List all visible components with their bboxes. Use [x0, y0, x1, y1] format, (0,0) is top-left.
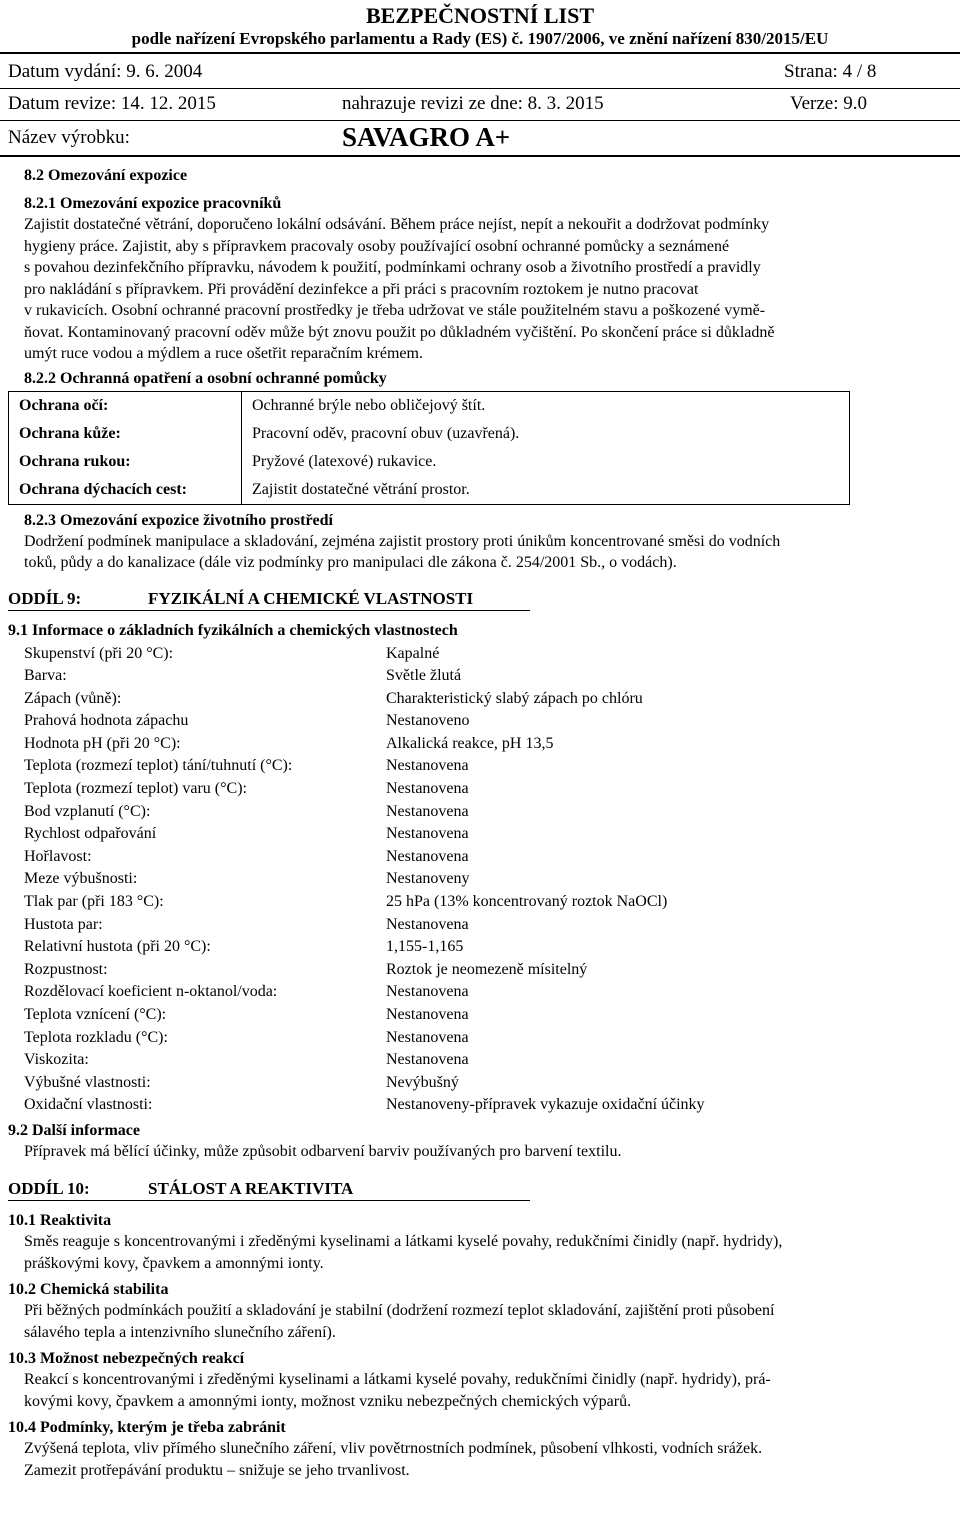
property-label: Meze výbušnosti:: [24, 870, 138, 888]
properties-list: [24, 643, 952, 1117]
version: Verze: 9.0: [790, 93, 868, 114]
section-8-2-heading: 8.2 Omezování expozice: [24, 167, 188, 184]
document-subtitle: podle nařízení Evropského parlamentu a Rady (ES) č. 1907/2006, ve znění nařízení 830/2015/EU: [131, 29, 829, 48]
section-8-2-1-heading: 8.2.1 Omezování expozice pracovníků: [24, 195, 282, 212]
property-value: Nestanovena: [386, 847, 469, 865]
property-value: Nestanoveny-přípravek vykazuje oxidační účinky: [386, 1096, 705, 1114]
document-body: [8, 166, 952, 1481]
table-row: [9, 391, 850, 420]
property-value: Nevýbušný: [386, 1073, 459, 1091]
section-8-2-3-text: [24, 531, 952, 574]
list-item: [24, 1072, 952, 1095]
list-item: [24, 868, 952, 891]
ppe-label: Ochrana kůže:: [9, 420, 242, 448]
property-label: Zápach (vůně):: [24, 689, 122, 707]
list-item: [24, 755, 952, 778]
section-10-3-heading: 10.3 Možnost nebezpečných reakcí: [8, 1350, 245, 1368]
property-label: Rozpustnost:: [24, 960, 108, 978]
table-row: [9, 476, 850, 505]
property-label: Barva:: [24, 667, 67, 685]
text-line: Zamezit protřepávání produktu – snižuje se jeho trvanlivost.: [24, 1461, 410, 1479]
section-10-3-text: [24, 1369, 952, 1412]
text-line: toků, půdy a do kanalizace (dále viz podmínky pro manipulaci dle zákona č. 254/2001 Sb., o vodách).: [24, 554, 677, 571]
text-line: sálavého tepla a intenzivního slunečního záření).: [24, 1323, 336, 1341]
section-number: ODDÍL 10:: [8, 1179, 90, 1199]
property-value: Světle žlutá: [386, 667, 462, 685]
section-8-2-1-text: [24, 214, 952, 365]
issue-date: Datum vydání: 9. 6. 2004: [8, 61, 203, 82]
list-item: [24, 823, 952, 846]
property-label: Hodnota pH (při 20 °C):: [24, 734, 181, 752]
table-row: [9, 448, 850, 476]
section-8-2-2-heading: 8.2.2 Ochranná opatření a osobní ochranné pomůcky: [24, 369, 387, 387]
list-item: [24, 733, 952, 756]
section-10-2-text: [24, 1300, 952, 1343]
header-divider: [0, 120, 960, 121]
list-item: [24, 936, 952, 959]
document-title: BEZPEČNOSTNÍ LIST: [365, 3, 595, 28]
property-label: Teplota (rozmezí teplot) varu (°C):: [24, 780, 247, 798]
property-label: Relativní hustota (při 20 °C):: [24, 938, 211, 956]
property-label: Bod vzplanutí (°C):: [24, 802, 151, 820]
list-item: [24, 914, 952, 937]
property-value: Nestanovena: [386, 1028, 469, 1046]
section-9-title: [8, 588, 530, 611]
property-value: Alkalická reakce, pH 13,5: [386, 734, 554, 752]
list-item: [24, 959, 952, 982]
section-10-1-heading: 10.1 Reaktivita: [8, 1212, 112, 1230]
list-item: [24, 1049, 952, 1072]
section-8-2-3-heading: 8.2.3 Omezování expozice životního prostředí: [24, 511, 333, 529]
list-item: [24, 981, 952, 1004]
text-line: Zajistit dostatečné větrání, doporučeno lokální odsávání. Během práce nejíst, nepít a nekouřit a dodržovat podmínky: [24, 216, 770, 233]
property-label: Hustota par:: [24, 915, 103, 933]
text-line: kovými kovy, čpavkem a amonnými ionty, možnost vzniku nebezpečných chemických výparů.: [24, 1392, 632, 1410]
property-value: Roztok je neomezeně mísitelný: [386, 960, 588, 978]
section-9-2-text: Přípravek má bělící účinky, může způsobit odbarvení barviv používaných pro barvení textilu.: [24, 1142, 622, 1160]
section-title: FYZIKÁLNÍ A CHEMICKÉ VLASTNOSTI: [148, 588, 474, 608]
list-item: [24, 643, 952, 666]
property-label: Tlak par (při 183 °C):: [24, 893, 164, 911]
property-value: Nestanovena: [386, 1051, 469, 1069]
section-10-4-text: [24, 1438, 952, 1481]
text-line: Při běžných podmínkách použití a skladování je stabilní (dodržení rozmezí teplot skladování, zajištění proti působení: [24, 1302, 775, 1320]
ppe-label: Ochrana očí:: [9, 391, 242, 420]
header-row-revision: [0, 92, 960, 116]
section-title: STÁLOST A REAKTIVITA: [148, 1179, 354, 1199]
header-divider: [0, 52, 960, 54]
property-value: Nestanovena: [386, 757, 469, 775]
page-number: Strana: 4 / 8: [784, 61, 877, 82]
property-value: Nestanovena: [386, 825, 469, 843]
property-value: 1,155-1,165: [386, 938, 464, 956]
header-row-issue: [0, 60, 960, 84]
text-line: práškovými kovy, čpavkem a amonnými ionty.: [24, 1254, 324, 1272]
replaces-revision: nahrazuje revizi ze dne: 8. 3. 2015: [342, 93, 604, 114]
text-line: pro nakládání s přípravkem. Při provádění dezinfekce a při práci s pracovním roztokem je nutno pracovat: [24, 280, 699, 298]
property-label: Skupenství (při 20 °C):: [24, 644, 174, 662]
property-value: Nestanoveno: [386, 712, 470, 730]
header-divider: [0, 88, 960, 89]
product-label: Název výrobku:: [8, 127, 130, 148]
ppe-label: Ochrana dýchacích cest:: [9, 476, 242, 505]
property-label: Rozdělovací koeficient n-oktanol/voda:: [24, 983, 278, 1001]
property-value: Nestanovena: [386, 802, 469, 820]
property-label: Viskozita:: [24, 1051, 89, 1069]
list-item: [24, 1027, 952, 1050]
property-value: Nestanovena: [386, 983, 469, 1001]
list-item: [24, 891, 952, 914]
list-item: [24, 778, 952, 801]
property-value: Nestanovena: [386, 915, 469, 933]
ppe-value: Zajistit dostatečné větrání prostor.: [242, 476, 850, 505]
product-name: SAVAGRO A+: [342, 122, 511, 152]
property-value: Nestanovena: [386, 780, 469, 798]
document-header: [0, 0, 960, 157]
ppe-table: [8, 391, 850, 505]
property-label: Hořlavost:: [24, 847, 92, 865]
text-line: Směs reaguje s koncentrovanými i zředěnými kyselinami a látkami kyselé povahy, redukčními činidly (např. hydridy),: [24, 1233, 783, 1251]
property-value: 25 hPa (13% koncentrovaný roztok NaOCl): [386, 893, 668, 911]
text-line: Reakcí s koncentrovanými i zředěnými kyselinami a látkami kyselé povahy, redukčními činidly (např. hydridy), prá-: [24, 1371, 771, 1389]
ppe-value: Pryžové (latexové) rukavice.: [242, 448, 850, 476]
section-10-2-heading: 10.2 Chemická stabilita: [8, 1281, 169, 1299]
section-10-1-text: [24, 1231, 952, 1274]
ppe-value: Pracovní oděv, pracovní obuv (uzavřená).: [242, 420, 850, 448]
section-10-4-heading: 10.4 Podmínky, kterým je třeba zabránit: [8, 1419, 286, 1437]
property-label: Teplota vznícení (°C):: [24, 1006, 167, 1023]
list-item: [24, 710, 952, 733]
list-item: [24, 665, 952, 688]
property-label: Rychlost odpařování: [24, 825, 157, 843]
list-item: [24, 688, 952, 711]
header-divider: [0, 155, 960, 157]
list-item: [24, 1094, 952, 1117]
list-item: [24, 801, 952, 824]
text-line: ňovat. Kontaminovaný pracovní oděv může být znovu použit po důkladném vyčištění. Po skončení práce si důkladně: [24, 323, 775, 341]
property-label: Teplota rozkladu (°C):: [24, 1028, 168, 1046]
text-line: umýt ruce vodou a mýdlem a ruce ošetřit reparačním krémem.: [24, 345, 423, 362]
list-item: [24, 1004, 952, 1027]
property-label: Oxidační vlastnosti:: [24, 1096, 153, 1114]
section-9-2-heading: 9.2 Další informace: [8, 1121, 140, 1139]
property-label: Prahová hodnota zápachu: [24, 712, 189, 730]
section-10-title: [8, 1178, 530, 1201]
list-item: [24, 846, 952, 869]
text-line: s povahou dezinfekčního přípravku, návodem k použití, podmínkami ochrany osob a životního prostředí a pravidly: [24, 259, 761, 276]
text-line: hygieny práce. Zajistit, aby s přípravkem pracovaly osoby používající osobní ochranné pomůcky a seznámené: [24, 237, 730, 255]
section-number: ODDÍL 9:: [8, 588, 82, 608]
property-label: Teplota (rozmezí teplot) tání/tuhnutí (°C):: [24, 757, 293, 775]
text-line: Dodržení podmínek manipulace a skladování, zejména zajistit prostory proti únikům koncentrované směsi do vodních: [24, 532, 781, 550]
property-value: Nestanovena: [386, 1006, 469, 1023]
text-line: Zvýšená teplota, vliv přímého slunečního záření, vliv povětrnostních podmínek, působení vlhkosti, vodních srážek.: [24, 1440, 763, 1458]
property-value: Nestanoveny: [386, 870, 470, 888]
property-label: Výbušné vlastnosti:: [24, 1073, 151, 1091]
property-value: Kapalné: [386, 644, 440, 662]
revision-date: Datum revize: 14. 12. 2015: [8, 93, 216, 114]
ppe-value: Ochranné brýle nebo obličejový štít.: [242, 391, 850, 420]
section-9-1-heading: 9.1 Informace o základních fyzikálních a chemických vlastnostech: [8, 621, 458, 639]
property-value: Charakteristický slabý zápach po chlóru: [386, 689, 643, 707]
ppe-label: Ochrana rukou:: [9, 448, 242, 476]
header-row-product: [0, 124, 960, 154]
text-line: v rukavicích. Osobní ochranné pracovní prostředky je třeba udržovat ve stále použitelném stavu a poškozené vymě-: [24, 302, 766, 319]
table-row: [9, 420, 850, 448]
